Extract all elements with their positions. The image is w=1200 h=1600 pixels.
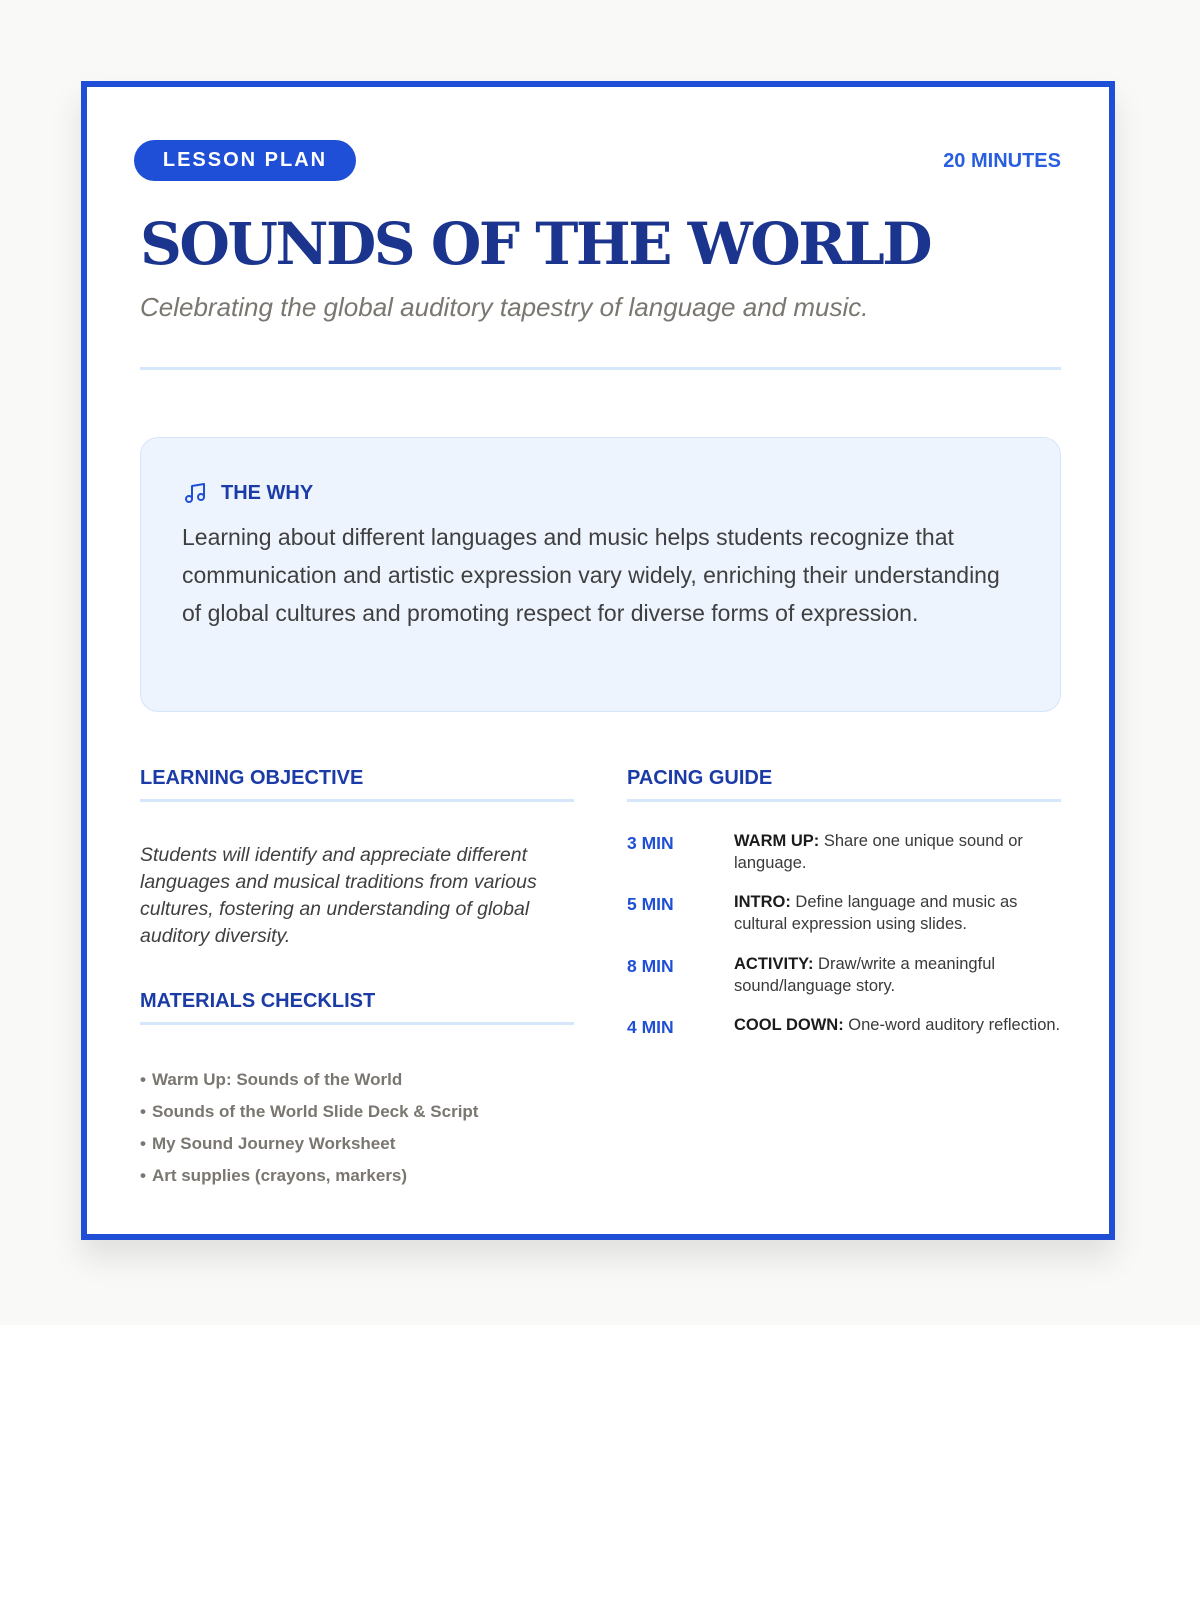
list-item: • My Sound Journey Worksheet	[140, 1134, 396, 1153]
lesson-plan-badge: LESSON PLAN	[134, 140, 356, 181]
objective-heading: LEARNING OBJECTIVE	[140, 767, 364, 789]
pacing-divider	[627, 799, 1061, 802]
music-note-icon	[183, 481, 207, 505]
pacing-step	[627, 891, 1067, 947]
page-subtitle: Celebrating the global auditory tapestry of language and music.	[140, 292, 869, 322]
why-heading	[183, 478, 313, 508]
bullet-icon: •	[140, 1134, 146, 1153]
objective-text: Students will identify and appreciate different languages and musical traditions from various cultures, fostering an understanding of global auditory diversity.	[140, 844, 537, 947]
pacing-step-time: 5 MIN	[627, 894, 674, 914]
pacing-step-time: 8 MIN	[627, 956, 674, 976]
pacing-heading: PACING GUIDE	[627, 767, 773, 789]
bullet-icon: •	[140, 1070, 146, 1089]
pacing-step-time: 4 MIN	[627, 1017, 674, 1037]
duration-label: 20 MINUTES	[943, 150, 1061, 172]
pacing-step	[627, 953, 1067, 1009]
why-body: Learning about different languages and music helps students recognize that communication and artistic expression vary widely, enriching their understanding of global cultures and promoting respect for diverse forms of expression.	[182, 524, 1000, 626]
pacing-step-text: INTRO: Define language and music as cultural expression using slides.	[734, 893, 1018, 933]
pacing-step	[627, 1014, 1067, 1070]
pacing-step-text: COOL DOWN: One-word auditory reflection.	[734, 1016, 1061, 1034]
header-divider	[140, 367, 1061, 370]
pacing-step-time: 3 MIN	[627, 833, 674, 853]
list-item: • Warm Up: Sounds of the World	[140, 1070, 403, 1089]
page-title: SOUNDS OF THE WORLD	[140, 210, 931, 278]
bullet-icon: •	[140, 1166, 146, 1185]
bullet-icon: •	[140, 1102, 146, 1121]
list-item: • Art supplies (crayons, markers)	[140, 1166, 408, 1185]
pacing-step	[627, 830, 1067, 886]
materials-divider	[140, 1022, 574, 1025]
pacing-step-text: ACTIVITY: Draw/write a meaningful sound/language story.	[734, 955, 996, 995]
pacing-step-text: WARM UP: Share one unique sound or language.	[734, 832, 1023, 872]
materials-heading: MATERIALS CHECKLIST	[140, 990, 376, 1012]
list-item: • Sounds of the World Slide Deck & Script	[140, 1102, 479, 1121]
materials-list	[140, 1064, 478, 1192]
why-label: THE WHY	[221, 482, 314, 504]
objective-divider	[140, 799, 574, 802]
